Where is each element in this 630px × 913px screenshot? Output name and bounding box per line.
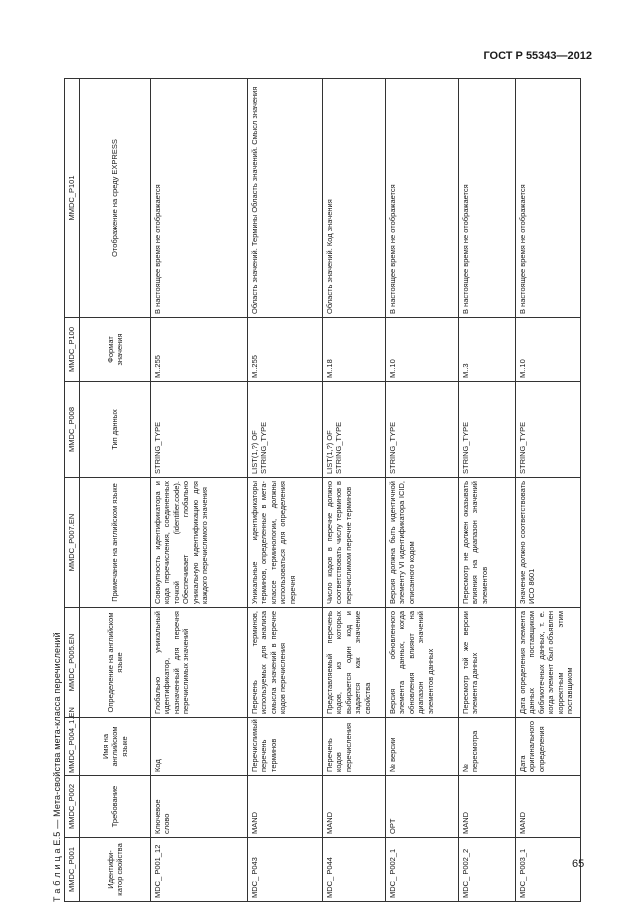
table-cell: MAND (248, 776, 323, 838)
column-header: Отображение на среду EXPRESS (80, 79, 151, 318)
table-cell: STRING_TYPE (151, 382, 248, 478)
table-cell: Область значений. Код значения (323, 79, 386, 318)
table-cell: STRING_TYPE (386, 382, 459, 478)
table-cell: M..10 (386, 318, 459, 382)
column-header: Формат значения (80, 318, 151, 382)
table-cell: MDC_ P002_1 (386, 838, 459, 902)
table-row (248, 79, 323, 902)
table-cell: Версия обновленного элемента данных, когда обновления влияют на диапазон значений элементов данных (386, 608, 459, 718)
table-cell: В настоящее время не отображается (151, 79, 248, 318)
table-cell: MDC_ P043 (248, 838, 323, 902)
code-cell: MMDC_P007.EN (65, 478, 80, 608)
table-cell: LIST(1,?) OF STRING_TYPE (248, 382, 323, 478)
table-cell: Перечень кодов перечисления (323, 718, 386, 776)
table-cell: MAND (323, 776, 386, 838)
code-cell: MMDC_P008 (65, 382, 80, 478)
table-cell: M..18 (323, 318, 386, 382)
table-cell: Пересмотр не должен оказывать влияния на диапазон значений элементов (459, 478, 516, 608)
table-cell: Код (151, 718, 248, 776)
table-cell: Перечислимый перечень терминов (248, 718, 323, 776)
table-caption: Т а б л и ц а Е.5 — Мета-свойства мета-класса перечислений (52, 632, 62, 902)
column-header: Требование (80, 776, 151, 838)
table-cell: MAND (459, 776, 516, 838)
code-cell: MMDC_P004_1.EN (65, 718, 80, 776)
table-cell: M..255 (151, 318, 248, 382)
table-cell: В настоящее время не отображается (459, 79, 516, 318)
table-cell: MDC_ P044 (323, 838, 386, 902)
page-number: 65 (572, 858, 585, 870)
table-cell: LIST(1,?) OF STRING_TYPE (323, 382, 386, 478)
code-cell: MMDC_P101 (65, 79, 80, 318)
table-row (516, 79, 581, 902)
table-cell: Пересмотр той же версии элемента данных (459, 608, 516, 718)
table-cell: В настоящее время не отображается (516, 79, 581, 318)
header-row (80, 79, 151, 902)
column-header: Примечание на английском языке (80, 478, 151, 608)
table-cell: M..3 (459, 318, 516, 382)
table-cell: MAND (516, 776, 581, 838)
table-cell: Ключевое слово (151, 776, 248, 838)
table-cell: M..255 (248, 318, 323, 382)
table-cell: Глобально уникальный идентификатор, назначенный для перечня перечислимых значений (151, 608, 248, 718)
table-cell: Число кодов в перечне должно соответствовать числу терминов в перечислимом перечне терминов (323, 478, 386, 608)
table-cell: STRING_TYPE (516, 382, 581, 478)
table-row (386, 79, 459, 902)
table-cell: Версия должна быть идентичной элементу VI идентификатора ICID, описанного кодом (386, 478, 459, 608)
table-row (151, 79, 248, 902)
table-cell: Область значений. Термины Область значений. Смысл значения (248, 79, 323, 318)
column-header: Имя на английском языке (80, 718, 151, 776)
code-row (65, 79, 80, 902)
table-cell: № пересмотра (459, 718, 516, 776)
table-cell: Значение должно соответствовать ИСО 8601 (516, 478, 581, 608)
table-cell: Перечень терминов, используемых для анализа смысла значений в перечне кодов перечисления (248, 608, 323, 718)
table-cell: MDC_ P003_1 (516, 838, 581, 902)
column-header: Идентифи-катор свойства (80, 838, 151, 902)
table-cell: № версии (386, 718, 459, 776)
table-cell: Уникальные идентификаторы терминов, определенные в мета-классе терминологии, должны использоваться для определения перечня (248, 478, 323, 608)
table-cell: STRING_TYPE (459, 382, 516, 478)
table-cell: MDC_ P002_2 (459, 838, 516, 902)
column-header: Определение на английском языке (80, 608, 151, 718)
document-header: ГОСТ Р 55343—2012 (483, 50, 592, 62)
table-row (459, 79, 516, 902)
table-cell: M..10 (516, 318, 581, 382)
table-cell: Представляемый перечень кодов, из которых выбирается один код и задается как значение свойства (323, 608, 386, 718)
table-row (323, 79, 386, 902)
code-cell: MMDC_P100 (65, 318, 80, 382)
column-header: Тип данных (80, 382, 151, 478)
table-cell: Совокупность идентификатора и кода перечисления, соединенных точкой (identifier.code). Обеспечивает глобально уникальную идентификацию для каждого перечислимого значения (151, 478, 248, 608)
meta-properties-table (64, 78, 581, 902)
rotated-page-content (52, 79, 574, 902)
code-cell: MMDC_P002 (65, 776, 80, 838)
table-cell: Дата оригинального определения (516, 718, 581, 776)
table-cell: MDC_ P001_12 (151, 838, 248, 902)
table-cell: OPT (386, 776, 459, 838)
table-cell: Дата определения элемента данных поставщиком библиотечных данных, т. е. когда элемент был объявлен корректным этим поставщиком (516, 608, 581, 718)
code-cell: MMDC_P001 (65, 838, 80, 902)
table-cell: В настоящее время не отображается (386, 79, 459, 318)
code-cell: MMDC_P005.EN (65, 608, 80, 718)
